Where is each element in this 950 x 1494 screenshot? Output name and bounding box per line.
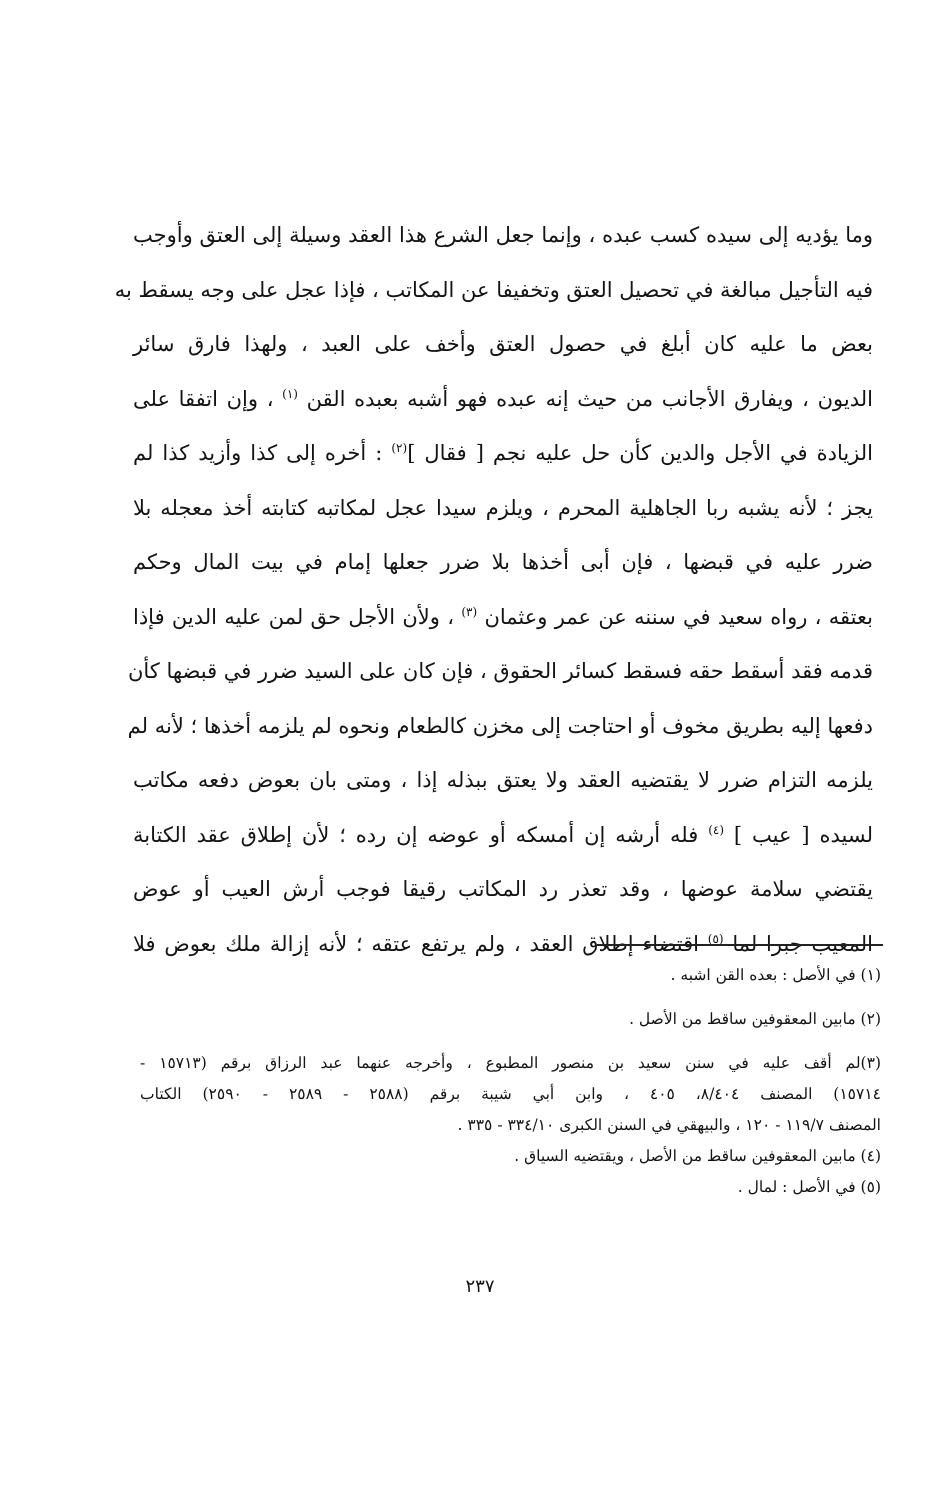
footnote-marker: (٣) [461,604,478,619]
text-line: ضرر عليه في قبضها ، فإن أبى أخذها بلا ضرر جعلها إمام في بيت المال وحكم [133,550,873,574]
text-segment: بعتقه ، رواه سعيد في سننه عن عمر وعثمان [484,604,873,629]
footnote-3-line-3: المصنف ١١٩/٧ - ١٢٠ ، والبيهقي في السنن الكبرى ٣٣٤/١٠ - ٣٣٥ . [457,1116,881,1134]
footnotes-block [140,960,881,1203]
footnote-marker: (٢) [391,441,408,455]
text-line: فيه التأجيل مبالغة في تحصيل العتق وتخفيفا عن المكاتب ، فإذا عجل على وجه يسقط به [114,277,873,302]
footnote-2: (٢) مابين المعقوفين ساقط من الأصل . [629,1010,881,1028]
text-segment: لسيده [ عيب ] [733,822,873,847]
text-line [133,372,873,427]
text-line: يقتضي سلامة عوضها ، وقد تعذر رد المكاتب رقيقا فوجب أرش العيب أو عوض [133,877,873,901]
text-segment: الزيادة في الأجل والدين كأن حل عليه نجم [ فقال ] [407,441,874,465]
text-segment: ، ولأن الأجل حق لمن عليه الدين فإذا [133,604,455,629]
text-line: وما يؤديه إلى سيده كسب عبده ، وإنما جعل الشرع هذا العقد وسيلة إلى العتق وأوجب [133,223,873,247]
footnote-3-line-2: ١٥٧١٤) المصنف ٨/٤٠٤، ٤٠٥ ، وابن أبي شيبة برقم (٢٥٨٨ - ٢٥٨٩ - ٢٥٩٠) الكتاب [140,1085,881,1103]
text-segment: : أخره إلى كذا وأزيد كذا لم [133,441,383,465]
footnote-4: (٤) مابين المعقوفين ساقط من الأصل ، ويقتضيه السياق . [514,1147,881,1165]
page-number: ٢٣٧ [465,1276,495,1297]
text-segment: اقتضاء إطلاق العقد ، ولم يرتفع عتقه ؛ لأنه إزالة ملك بعوض فلا [133,931,700,956]
footnote-marker: (١) [282,386,298,401]
text-segment: فله أرشه إن أمسكه أو عوضه إن رده ؛ لأن إطلاق عقد الكتابة [133,822,699,847]
footnote-divider [597,944,883,946]
text-line: يلزمه التزام ضرر لا يقتضيه العقد ولا يعتق ببذله إذا ، ومتى بان بعوض دفعه مكاتب [133,768,873,792]
text-segment: المعيب جبرا لما [732,931,873,956]
footnote-5: (٥) في الأصل : لمال . [737,1178,881,1196]
main-text-block [114,208,874,971]
footnote-marker: (٤) [708,822,725,837]
text-line: قدمه فقد أسقط حقه فسقط كسائر الحقوق ، فإن كان على السيد ضرر في قبضها كأن [127,659,873,683]
footnote-3-line-1: (٣)لم أقف عليه في سنن سعيد بن منصور المطبوع ، وأخرجه عنهما عبد الرزاق برقم (١٥٧١٣ - [140,1054,881,1072]
text-line: بعض ما عليه كان أبلغ في حصول العتق وأخف على العبد ، ولهذا فارق سائر [133,332,873,356]
footnote-marker: (٥) [707,931,724,946]
footnote-1: (١) في الأصل : بعده القن اشبه . [670,966,881,984]
text-line: دفعها إليه بطريق مخوف أو احتاجت إلى مخزن كالطعام ونحوه لم يلزمه أخذها ؛ لأنه لم [127,713,873,738]
text-line [133,590,873,645]
text-line: يجز ؛ لأنه يشبه ربا الجاهلية المحرم ، ويلزم سيدا عجل لمكاتبه كتابته أخذ معجله بلا [133,495,873,520]
text-segment: الديون ، ويفارق الأجانب من حيث إنه عبده فهو أشبه بعبده القن [306,386,873,411]
text-line [133,426,873,481]
text-segment: ، وإن اتفقا على [133,386,274,411]
text-line [133,808,873,863]
